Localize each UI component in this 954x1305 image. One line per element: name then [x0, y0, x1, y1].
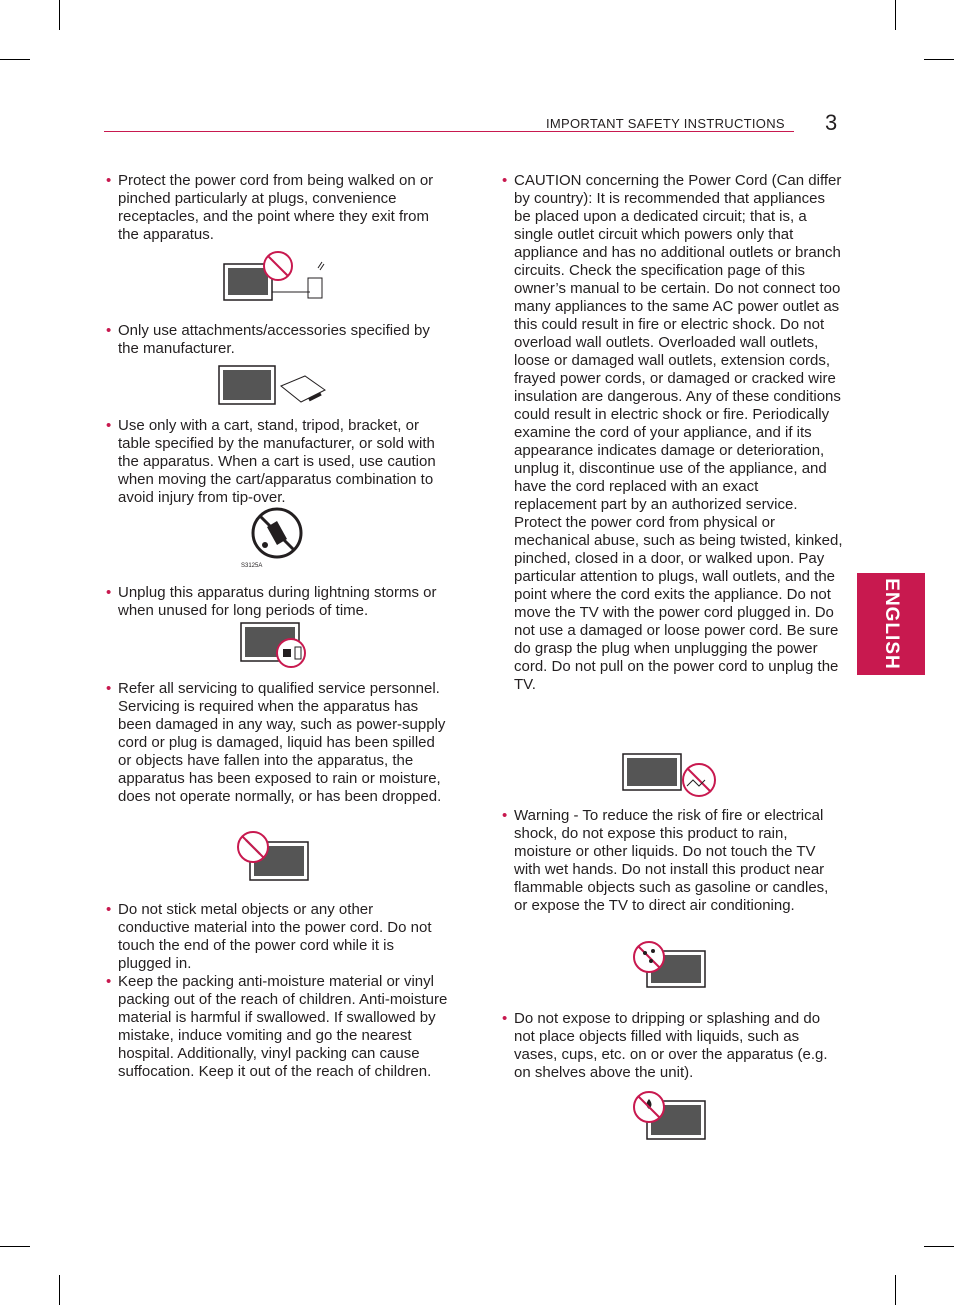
left-para-4 — [106, 584, 448, 620]
crop-mark — [59, 1275, 60, 1305]
left-para-5 — [106, 680, 448, 806]
language-tab-label: ENGLISH — [881, 578, 902, 670]
right-para-1 — [502, 172, 844, 694]
accessories-illustration — [217, 364, 329, 408]
language-tab — [857, 573, 925, 675]
cart-tipover-illustration — [241, 505, 309, 569]
bullet: • — [106, 901, 112, 918]
power-cord-illustration — [222, 250, 332, 304]
left-para-1 — [106, 172, 448, 244]
bullet: • — [106, 417, 112, 434]
section-title: IMPORTANT SAFETY INSTRUCTIONS — [546, 116, 785, 131]
bullet: • — [106, 322, 112, 339]
left-para-7-text: Keep the packing anti-moisture material or vinyl packing out of the reach of children. Anti-moisture material is harmful if swallowed. If swallowed by mistake, induce vomiting and go the nearest hospital. Additionally, vinyl packing can cause suffocation. Keep it out of the reach of children. — [118, 973, 448, 1080]
unplug-illustration — [239, 621, 309, 669]
bullet: • — [106, 172, 112, 189]
page-number: 3 — [825, 110, 838, 135]
power-cord-caution-illustration — [621, 752, 721, 800]
left-para-6-text: Do not stick metal objects or any other conductive material into the power cord. Do not touch the end of the power cord while it is plugged in. — [118, 901, 432, 972]
cart-label: S3125A — [241, 563, 263, 569]
right-para-2-text: - To reduce the risk of fire or electrical shock, do not expose this product to rain, moisture or other liquids. Do not touch the TV with wet hands. Do not install this product near flammable objects such as gasoline or candles, or expose the TV to direct air conditioning. — [514, 807, 829, 914]
warning-label: Warning — [514, 807, 570, 824]
dripping-illustration — [631, 1089, 709, 1143]
right-para-1-text: CAUTION concerning the Power Cord (Can differ by country): It is recommended that appliances be placed upon a dedicated circuit; that is, a single outlet circuit which powers only that appliance and has no additional outlets or branch circuits. Check the specification page of this owner’s manual to be certain. Do not connect too many appliances to the same AC power outlet as this could result in fire or electric shock. Do not overload wall outlets. Overloaded wall outlets, loose or damaged wall outlets, extension cords, frayed power cords, or damaged or cracked wire insulation are dangerous. Any of these conditions could result in electric shock or fire. Periodically examine the cord of your appliance, and if its appearance indicates damage or deterioration, unplug it, discontinue use of the appliance, and have the cord replaced with an exact replacement part by an authorized service. Protect the power cord from physical or mechanical abuse, such as being twisted, kinked, pinched, closed in a door, or walked upon. Pay particular attention to plugs, wall outlets, and the point where the cord exits the appliance. Do not move the TV with the power cord plugged in. Do not use a damaged or loose power cord. Be sure do grasp the plug when unplugging the power cord. Do not pull on the power cord to unplug the TV. — [514, 172, 843, 693]
crop-mark — [0, 59, 30, 60]
bullet: • — [502, 807, 508, 824]
left-para-4-text: Unplug this apparatus during lightning storms or when unused for long periods of time. — [118, 584, 437, 619]
right-para-3 — [502, 1010, 844, 1082]
bullet: • — [502, 1010, 508, 1027]
left-para-1-text: Protect the power cord from being walked on or pinched particularly at plugs, convenience receptacles, and the point where they exit from the apparatus. — [118, 172, 434, 243]
moisture-illustration — [631, 939, 709, 991]
left-para-3-text: Use only with a cart, stand, tripod, bracket, or table specified by the manufacturer, or sold with the apparatus. When a cart is used, use caution when moving the cart/apparatus combination to avoid injury from tip-over. — [118, 417, 436, 506]
crop-mark — [0, 1246, 30, 1247]
crop-mark — [924, 59, 954, 60]
crop-mark — [895, 0, 896, 30]
left-para-7 — [106, 973, 448, 1081]
right-para-3-text: Do not expose to dripping or splashing and do not place objects filled with liquids, such as vases, cups, etc. on or over the apparatus (e.g. on shelves above the unit). — [514, 1010, 828, 1081]
left-para-2-text: Only use attachments/accessories specified by the manufacturer. — [118, 322, 430, 357]
bullet: • — [106, 973, 112, 990]
crop-mark — [59, 0, 60, 30]
bullet: • — [106, 680, 112, 697]
right-para-2 — [502, 807, 844, 915]
bullet: • — [502, 172, 508, 189]
bullet: • — [106, 584, 112, 601]
left-para-3 — [106, 417, 448, 507]
left-para-6 — [106, 901, 448, 973]
left-para-2 — [106, 322, 448, 358]
servicing-illustration — [236, 830, 312, 884]
crop-mark — [924, 1246, 954, 1247]
crop-mark — [895, 1275, 896, 1305]
left-para-5-text: Refer all servicing to qualified service personnel. Servicing is required when the apparatus has been damaged in any way, such as power-supply cord or plug is damaged, liquid has been spilled or objects have fallen into the apparatus, the apparatus has been exposed to rain or moisture, does not operate normally, or has been dropped. — [118, 680, 446, 805]
header-divider — [104, 131, 794, 132]
